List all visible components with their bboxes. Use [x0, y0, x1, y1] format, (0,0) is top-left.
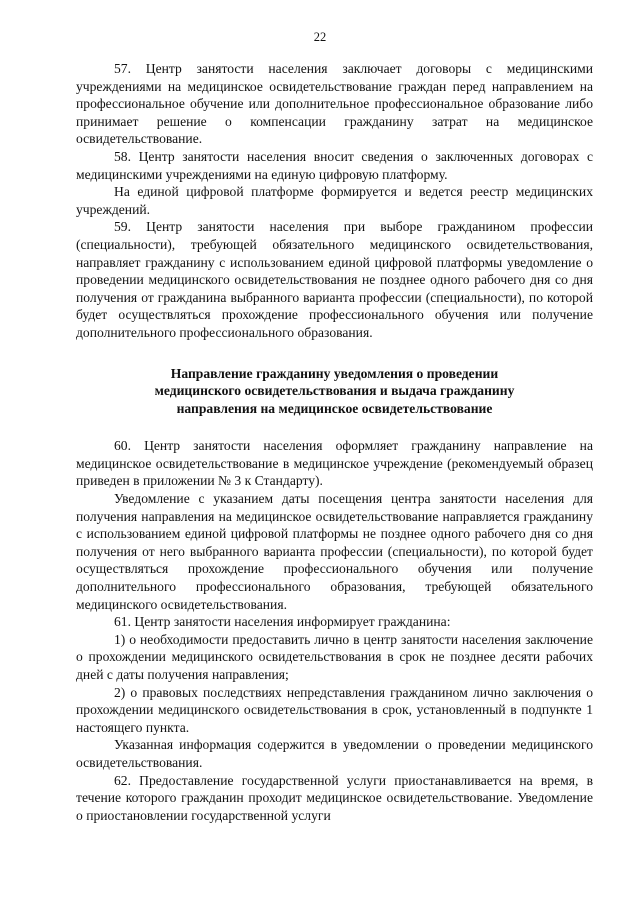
section-heading-line: направления на медицинское освидетельствование	[176, 400, 493, 416]
paragraph-registry: На единой цифровой платформе формируется и ведется реестр медицинских учреждений.	[76, 184, 593, 217]
paragraph-61: 61. Центр занятости населения информирует гражданина:	[114, 614, 451, 630]
paragraph-59: 59. Центр занятости населения при выборе гражданином профессии (специальности), требующей обязательного медицинского освидетельствования, направляет гражданину с использованием единой цифровой платформы уведомление о проведении медицинского освидетельствования не позднее одного рабочего дня со дня получения от гражданина выбранного варианта профессии (специальности), по которой будет осуществляться прохождение профессионального обучения или получение дополнительного профессионального образования.	[76, 219, 593, 340]
paragraph-57: 57. Центр занятости населения заключает договоры с медицинскими учреждениями на медицинское освидетельствование граждан перед направлением на профессиональное обучение или дополнительное профессиональное образование либо принимает решение о компенсации гражданину затрат на медицинское освидетельствование.	[76, 61, 593, 147]
paragraph-info-note: Указанная информация содержится в уведомлении о проведении медицинского освидетельствования.	[76, 737, 593, 770]
page-number: 22	[313, 30, 327, 44]
section-heading	[76, 365, 593, 418]
document-body	[76, 60, 593, 824]
section-heading-line: Направление гражданину уведомления о проведении	[170, 365, 499, 381]
paragraph-61-item-2: 2) о правовых последствиях непредставления гражданином лично заключения о прохождении медицинского освидетельствования в срок, установленный в подпункте 1 настоящего пункта.	[76, 684, 593, 735]
section-heading-line: медицинского освидетельствования и выдача гражданину	[154, 383, 515, 399]
paragraph-notification: Уведомление с указанием даты посещения центра занятости населения для получения направления на медицинское освидетельствование направляется гражданину с использованием единой цифровой платформы не позднее одного рабочего дня со дня получения от него выбранного варианта профессии (специальности), по которой будет осуществляться прохождение профессионального обучения или получение дополнительного профессионального образования, требующей обязательного медицинского освидетельствования.	[76, 491, 593, 612]
paragraph-61-item-1: 1) о необходимости предоставить лично в центр занятости населения заключение о прохождении медицинского освидетельствования в срок не позднее десяти рабочих дней с даты получения направления;	[76, 631, 593, 682]
paragraph-60: 60. Центр занятости населения оформляет гражданину направление на медицинское освидетельствование в медицинское учреждение (рекомендуемый образец приведен в приложении № 3 к Стандарту).	[76, 438, 593, 489]
paragraph-58: 58. Центр занятости населения вносит сведения о заключенных договорах с медицинскими учреждениями на единую цифровую платформу.	[76, 148, 593, 182]
paragraph-62: 62. Предоставление государственной услуги приостанавливается на время, в течение которого гражданин проходит медицинское освидетельствование. Уведомление о приостановлении государственной услуги	[76, 772, 593, 823]
